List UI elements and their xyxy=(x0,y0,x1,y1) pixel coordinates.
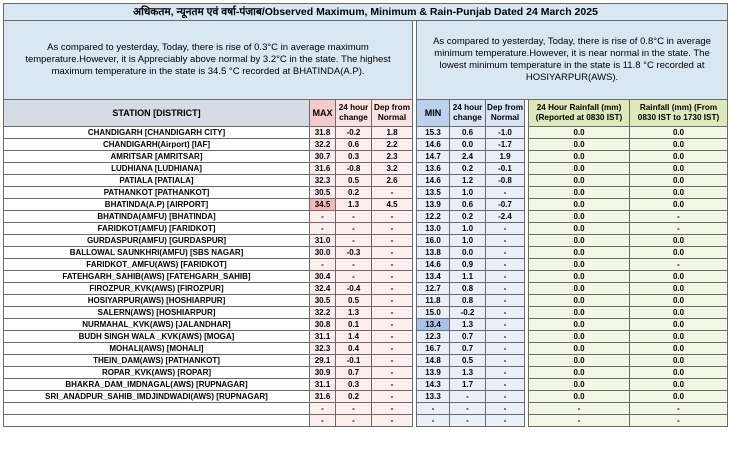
max-temp-summary: As compared to yesterday, Today, there is rise of 0.3°C in average maximum temperature.However, it is Appreciably above normal by 3.2°C in the state. The highest maximum temperature in the state is 34.5 °C recorded at BHATINDA(A.P). xyxy=(4,21,413,100)
min-dep-cell: - xyxy=(486,259,525,271)
min-dep-cell: - xyxy=(486,331,525,343)
rain-24h-cell: 0.0 xyxy=(529,343,630,355)
min-change-cell: 1.3 xyxy=(450,367,486,379)
min-dep-cell: - xyxy=(486,235,525,247)
max-change-cell: - xyxy=(336,415,372,427)
max-change-cell: -0.3 xyxy=(336,247,372,259)
rain-24h-cell: 0.0 xyxy=(529,295,630,307)
station-cell xyxy=(4,415,310,427)
station-cell: LUDHIANA [LUDHIANA] xyxy=(4,163,310,175)
max-dep-cell: - xyxy=(372,379,413,391)
station-cell: GURDASPUR(AMFU) [GURDASPUR] xyxy=(4,235,310,247)
station-cell: BHATINDA(AMFU) [BHATINDA] xyxy=(4,211,310,223)
max-dep-cell: - xyxy=(372,295,413,307)
rain-day-cell: 0.0 xyxy=(630,187,728,199)
station-cell: CHANDIGARH [CHANDIGARH CITY] xyxy=(4,127,310,139)
min-cell: 12.2 xyxy=(417,211,450,223)
table-row xyxy=(4,319,728,331)
max-cell: 32.4 xyxy=(310,283,336,295)
rain-24h-cell: 0.0 xyxy=(529,151,630,163)
table-row xyxy=(4,163,728,175)
max-cell: - xyxy=(310,403,336,415)
max-cell: - xyxy=(310,259,336,271)
table-row xyxy=(4,151,728,163)
rain-24h-cell: 0.0 xyxy=(529,379,630,391)
rain-day-cell: 0.0 xyxy=(630,175,728,187)
min-cell: 15.3 xyxy=(417,127,450,139)
table-row xyxy=(4,403,728,415)
min-cell: - xyxy=(417,403,450,415)
max-change-cell: - xyxy=(336,259,372,271)
max-change-cell: 0.3 xyxy=(336,151,372,163)
rain-24h-cell: 0.0 xyxy=(529,319,630,331)
min-change-cell: 1.0 xyxy=(450,235,486,247)
max-change-cell: 0.5 xyxy=(336,295,372,307)
table-row xyxy=(4,235,728,247)
max-dep-cell: 2.2 xyxy=(372,139,413,151)
table-row xyxy=(4,175,728,187)
min-cell: 13.9 xyxy=(417,199,450,211)
max-dep-cell: - xyxy=(372,307,413,319)
rain-day-cell: 0.0 xyxy=(630,271,728,283)
min-change-cell: - xyxy=(450,415,486,427)
min-dep-cell: - xyxy=(486,187,525,199)
min-change-cell: 0.2 xyxy=(450,211,486,223)
max-cell: 31.6 xyxy=(310,163,336,175)
station-cell: AMRITSAR [AMRITSAR] xyxy=(4,151,310,163)
max-cell: 30.8 xyxy=(310,319,336,331)
min-cell: 14.7 xyxy=(417,151,450,163)
min-dep-cell: -2.4 xyxy=(486,211,525,223)
min-change-cell: 0.2 xyxy=(450,163,486,175)
max-dep-cell: - xyxy=(372,283,413,295)
max-cell: 31.0 xyxy=(310,235,336,247)
max-change-cell: 0.6 xyxy=(336,139,372,151)
max-change-cell: 0.4 xyxy=(336,343,372,355)
max-cell: 30.5 xyxy=(310,295,336,307)
max-change-cell: -0.1 xyxy=(336,355,372,367)
min-change-cell: 1.2 xyxy=(450,175,486,187)
header-rain-day: Rainfall (mm) (From 0830 IST to 1730 IST) xyxy=(630,100,728,127)
rain-day-cell: 0.0 xyxy=(630,379,728,391)
header-min: MIN xyxy=(417,100,450,127)
station-cell: BHATINDA(A.P) [AIRPORT] xyxy=(4,199,310,211)
station-cell: FARIDKOT(AMFU) [FARIDKOT] xyxy=(4,223,310,235)
max-change-cell: - xyxy=(336,211,372,223)
rain-24h-cell: 0.0 xyxy=(529,367,630,379)
min-cell: 13.4 xyxy=(417,271,450,283)
rain-day-cell: - xyxy=(630,223,728,235)
table-row xyxy=(4,199,728,211)
max-cell: 32.3 xyxy=(310,343,336,355)
rain-day-cell: - xyxy=(630,259,728,271)
min-cell: 16.0 xyxy=(417,235,450,247)
min-change-cell: 0.6 xyxy=(450,127,486,139)
table-row xyxy=(4,379,728,391)
header-min-dep: Dep from Normal xyxy=(486,100,525,127)
header-min-change: 24 hour change xyxy=(450,100,486,127)
min-change-cell: 1.0 xyxy=(450,223,486,235)
min-dep-cell: - xyxy=(486,403,525,415)
max-cell: 32.2 xyxy=(310,307,336,319)
min-change-cell: - xyxy=(450,391,486,403)
max-cell: 30.4 xyxy=(310,271,336,283)
rain-24h-cell: - xyxy=(529,403,630,415)
max-dep-cell: 1.8 xyxy=(372,127,413,139)
min-dep-cell: - xyxy=(486,355,525,367)
max-cell: - xyxy=(310,415,336,427)
min-dep-cell: -1.0 xyxy=(486,127,525,139)
max-dep-cell: - xyxy=(372,331,413,343)
min-cell: 12.3 xyxy=(417,331,450,343)
max-cell: 31.1 xyxy=(310,331,336,343)
table-row xyxy=(4,259,728,271)
min-change-cell: 2.4 xyxy=(450,151,486,163)
table-row xyxy=(4,295,728,307)
min-cell: 13.5 xyxy=(417,187,450,199)
max-change-cell: -0.8 xyxy=(336,163,372,175)
max-change-cell: - xyxy=(336,403,372,415)
max-change-cell: 1.3 xyxy=(336,307,372,319)
min-change-cell: 0.8 xyxy=(450,283,486,295)
max-change-cell: - xyxy=(336,271,372,283)
table-row xyxy=(4,391,728,403)
max-change-cell: 1.3 xyxy=(336,199,372,211)
min-dep-cell: - xyxy=(486,307,525,319)
min-cell: 13.0 xyxy=(417,223,450,235)
min-cell: 13.8 xyxy=(417,247,450,259)
table-row xyxy=(4,211,728,223)
rain-24h-cell: 0.0 xyxy=(529,283,630,295)
station-cell: SALERN(AWS) [HOSHIARPUR] xyxy=(4,307,310,319)
table-row xyxy=(4,307,728,319)
max-cell: 30.7 xyxy=(310,151,336,163)
min-cell: 12.7 xyxy=(417,283,450,295)
min-dep-cell: - xyxy=(486,379,525,391)
min-change-cell: 0.9 xyxy=(450,259,486,271)
max-cell: - xyxy=(310,211,336,223)
table-row xyxy=(4,223,728,235)
rain-24h-cell: 0.0 xyxy=(529,223,630,235)
max-change-cell: 0.1 xyxy=(336,319,372,331)
max-cell: 30.9 xyxy=(310,367,336,379)
header-rain-24h: 24 Hour Rainfall (mm) (Reported at 0830 IST) xyxy=(529,100,630,127)
min-change-cell: - xyxy=(450,403,486,415)
max-dep-cell: 4.5 xyxy=(372,199,413,211)
min-dep-cell: -1.7 xyxy=(486,139,525,151)
min-change-cell: 0.0 xyxy=(450,139,486,151)
min-cell: - xyxy=(417,415,450,427)
table-row xyxy=(4,331,728,343)
max-dep-cell: - xyxy=(372,367,413,379)
station-cell: CHANDIGARH(Airport) [IAF] xyxy=(4,139,310,151)
station-cell: NURMAHAL_KVK(AWS) [JALANDHAR] xyxy=(4,319,310,331)
table-row xyxy=(4,355,728,367)
page-title: अधिकतम, न्यूनतम एवं वर्षा-पंजाब/Observed Maximum, Minimum & Rain-Punjab Dated 24 March 2025 xyxy=(4,4,728,21)
rain-24h-cell: 0.0 xyxy=(529,247,630,259)
rain-day-cell: 0.0 xyxy=(630,283,728,295)
rain-24h-cell: 0.0 xyxy=(529,175,630,187)
max-change-cell: - xyxy=(336,235,372,247)
max-dep-cell: - xyxy=(372,319,413,331)
max-dep-cell: - xyxy=(372,355,413,367)
rain-24h-cell: - xyxy=(529,415,630,427)
rain-day-cell: 0.0 xyxy=(630,331,728,343)
rain-day-cell: 0.0 xyxy=(630,367,728,379)
min-dep-cell: - xyxy=(486,367,525,379)
header-station: STATION [DISTRICT] xyxy=(4,100,310,127)
min-cell: 11.8 xyxy=(417,295,450,307)
rain-day-cell: 0.0 xyxy=(630,151,728,163)
station-cell: BHAKRA_DAM_IMDNAGAL(AWS) [RUPNAGAR] xyxy=(4,379,310,391)
min-dep-cell: - xyxy=(486,343,525,355)
station-cell xyxy=(4,403,310,415)
station-cell: PATHANKOT [PATHANKOT] xyxy=(4,187,310,199)
header-max-change: 24 hour change xyxy=(336,100,372,127)
rain-24h-cell: 0.0 xyxy=(529,187,630,199)
header-max: MAX xyxy=(310,100,336,127)
max-cell: - xyxy=(310,223,336,235)
rain-24h-cell: 0.0 xyxy=(529,355,630,367)
max-change-cell: 1.4 xyxy=(336,331,372,343)
max-change-cell: 0.3 xyxy=(336,379,372,391)
table-row xyxy=(4,415,728,427)
max-cell: 31.8 xyxy=(310,127,336,139)
max-change-cell: 0.5 xyxy=(336,175,372,187)
max-dep-cell: 3.2 xyxy=(372,163,413,175)
min-change-cell: 1.1 xyxy=(450,271,486,283)
max-dep-cell: - xyxy=(372,403,413,415)
max-cell: 31.1 xyxy=(310,379,336,391)
max-change-cell: - xyxy=(336,223,372,235)
rain-24h-cell: 0.0 xyxy=(529,199,630,211)
table-row xyxy=(4,247,728,259)
header-max-dep: Dep from Normal xyxy=(372,100,413,127)
rain-24h-cell: 0.0 xyxy=(529,331,630,343)
rain-24h-cell: 0.0 xyxy=(529,271,630,283)
min-cell: 13.6 xyxy=(417,163,450,175)
min-dep-cell: - xyxy=(486,391,525,403)
min-dep-cell: -0.7 xyxy=(486,199,525,211)
min-change-cell: -0.2 xyxy=(450,307,486,319)
min-temp-summary: As compared to yesterday, Today, there is rise of 0.8°C in average minimum temperature.However, it is near normal in the state. The lowest minimum temperature in the state is 11.8 °C recorded at HOSIYARPUR(AWS). xyxy=(417,21,728,100)
min-dep-cell: - xyxy=(486,415,525,427)
min-change-cell: 0.0 xyxy=(450,247,486,259)
rain-day-cell: - xyxy=(630,211,728,223)
max-dep-cell: - xyxy=(372,415,413,427)
max-cell: 31.6 xyxy=(310,391,336,403)
min-dep-cell: - xyxy=(486,295,525,307)
rain-day-cell: - xyxy=(630,403,728,415)
rain-day-cell: 0.0 xyxy=(630,355,728,367)
min-dep-cell: -0.1 xyxy=(486,163,525,175)
station-cell: FATEHGARH_SAHIB(AWS) [FATEHGARH_SAHIB] xyxy=(4,271,310,283)
max-cell: 30.5 xyxy=(310,187,336,199)
min-cell: 14.6 xyxy=(417,175,450,187)
max-change-cell: -0.2 xyxy=(336,127,372,139)
max-cell: 30.0 xyxy=(310,247,336,259)
station-cell: PATIALA [PATIALA] xyxy=(4,175,310,187)
rain-24h-cell: 0.0 xyxy=(529,211,630,223)
rain-day-cell: 0.0 xyxy=(630,235,728,247)
max-dep-cell: - xyxy=(372,391,413,403)
weather-table xyxy=(3,3,728,427)
rain-24h-cell: 0.0 xyxy=(529,127,630,139)
max-cell: 32.3 xyxy=(310,175,336,187)
min-cell: 14.3 xyxy=(417,379,450,391)
max-dep-cell: - xyxy=(372,247,413,259)
max-dep-cell: - xyxy=(372,235,413,247)
rain-day-cell: 0.0 xyxy=(630,319,728,331)
min-dep-cell: - xyxy=(486,247,525,259)
max-dep-cell: 2.6 xyxy=(372,175,413,187)
min-cell: 13.3 xyxy=(417,391,450,403)
rain-24h-cell: 0.0 xyxy=(529,391,630,403)
min-change-cell: 0.5 xyxy=(450,355,486,367)
rain-day-cell: 0.0 xyxy=(630,343,728,355)
min-dep-cell: - xyxy=(486,271,525,283)
table-row xyxy=(4,343,728,355)
max-cell: 32.2 xyxy=(310,139,336,151)
rain-day-cell: 0.0 xyxy=(630,199,728,211)
table-row xyxy=(4,187,728,199)
max-change-cell: 0.2 xyxy=(336,391,372,403)
min-change-cell: 0.7 xyxy=(450,343,486,355)
table-row xyxy=(4,283,728,295)
min-change-cell: 0.8 xyxy=(450,295,486,307)
station-cell: SRI_ANADPUR_SAHIB_IMDJINDWADI(AWS) [RUPNAGAR] xyxy=(4,391,310,403)
min-cell: 15.0 xyxy=(417,307,450,319)
rain-day-cell: 0.0 xyxy=(630,247,728,259)
table-row xyxy=(4,367,728,379)
rain-day-cell: 0.0 xyxy=(630,295,728,307)
station-cell: ROPAR_KVK(AWS) [ROPAR] xyxy=(4,367,310,379)
min-change-cell: 0.6 xyxy=(450,199,486,211)
rain-24h-cell: 0.0 xyxy=(529,307,630,319)
min-dep-cell: - xyxy=(486,223,525,235)
station-cell: BALLOWAL SAUNKHRI(AMFU) [SBS NAGAR] xyxy=(4,247,310,259)
min-cell: 14.8 xyxy=(417,355,450,367)
min-dep-cell: -0.8 xyxy=(486,175,525,187)
max-change-cell: -0.4 xyxy=(336,283,372,295)
station-cell: THEIN_DAM(AWS) [PATHANKOT] xyxy=(4,355,310,367)
min-change-cell: 1.3 xyxy=(450,319,486,331)
max-dep-cell: - xyxy=(372,211,413,223)
min-change-cell: 1.0 xyxy=(450,187,486,199)
rain-day-cell: - xyxy=(630,415,728,427)
max-change-cell: 0.7 xyxy=(336,367,372,379)
rain-24h-cell: 0.0 xyxy=(529,235,630,247)
rain-24h-cell: 0.0 xyxy=(529,139,630,151)
max-dep-cell: - xyxy=(372,343,413,355)
max-dep-cell: - xyxy=(372,259,413,271)
min-dep-cell: - xyxy=(486,319,525,331)
max-dep-cell: - xyxy=(372,223,413,235)
min-cell: 13.4 xyxy=(417,319,450,331)
max-cell: 34.5 xyxy=(310,199,336,211)
rain-day-cell: 0.0 xyxy=(630,139,728,151)
station-cell: MOHALI(AWS) [MOHALI] xyxy=(4,343,310,355)
min-change-cell: 0.7 xyxy=(450,331,486,343)
min-dep-cell: - xyxy=(486,283,525,295)
min-cell: 14.6 xyxy=(417,259,450,271)
table-row xyxy=(4,139,728,151)
rain-day-cell: 0.0 xyxy=(630,127,728,139)
station-cell: FIROZPUR_KVK(AWS) [FIROZPUR] xyxy=(4,283,310,295)
min-change-cell: 1.7 xyxy=(450,379,486,391)
station-cell: BUDH SINGH WALA _KVK(AWS) [MOGA] xyxy=(4,331,310,343)
min-cell: 16.7 xyxy=(417,343,450,355)
rain-day-cell: 0.0 xyxy=(630,391,728,403)
table-row xyxy=(4,271,728,283)
max-dep-cell: - xyxy=(372,271,413,283)
max-dep-cell: 2.3 xyxy=(372,151,413,163)
rain-24h-cell: 0.0 xyxy=(529,259,630,271)
max-cell: 29.1 xyxy=(310,355,336,367)
rain-day-cell: 0.0 xyxy=(630,163,728,175)
rain-24h-cell: 0.0 xyxy=(529,163,630,175)
min-dep-cell: 1.9 xyxy=(486,151,525,163)
table-row xyxy=(4,127,728,139)
max-dep-cell: - xyxy=(372,187,413,199)
station-cell: FARIDKOT_AMFU(AWS) [FARIDKOT] xyxy=(4,259,310,271)
min-cell: 13.9 xyxy=(417,367,450,379)
rain-day-cell: 0.0 xyxy=(630,307,728,319)
max-change-cell: 0.2 xyxy=(336,187,372,199)
station-cell: HOSIYARPUR(AWS) [HOSHIARPUR] xyxy=(4,295,310,307)
min-cell: 14.6 xyxy=(417,139,450,151)
